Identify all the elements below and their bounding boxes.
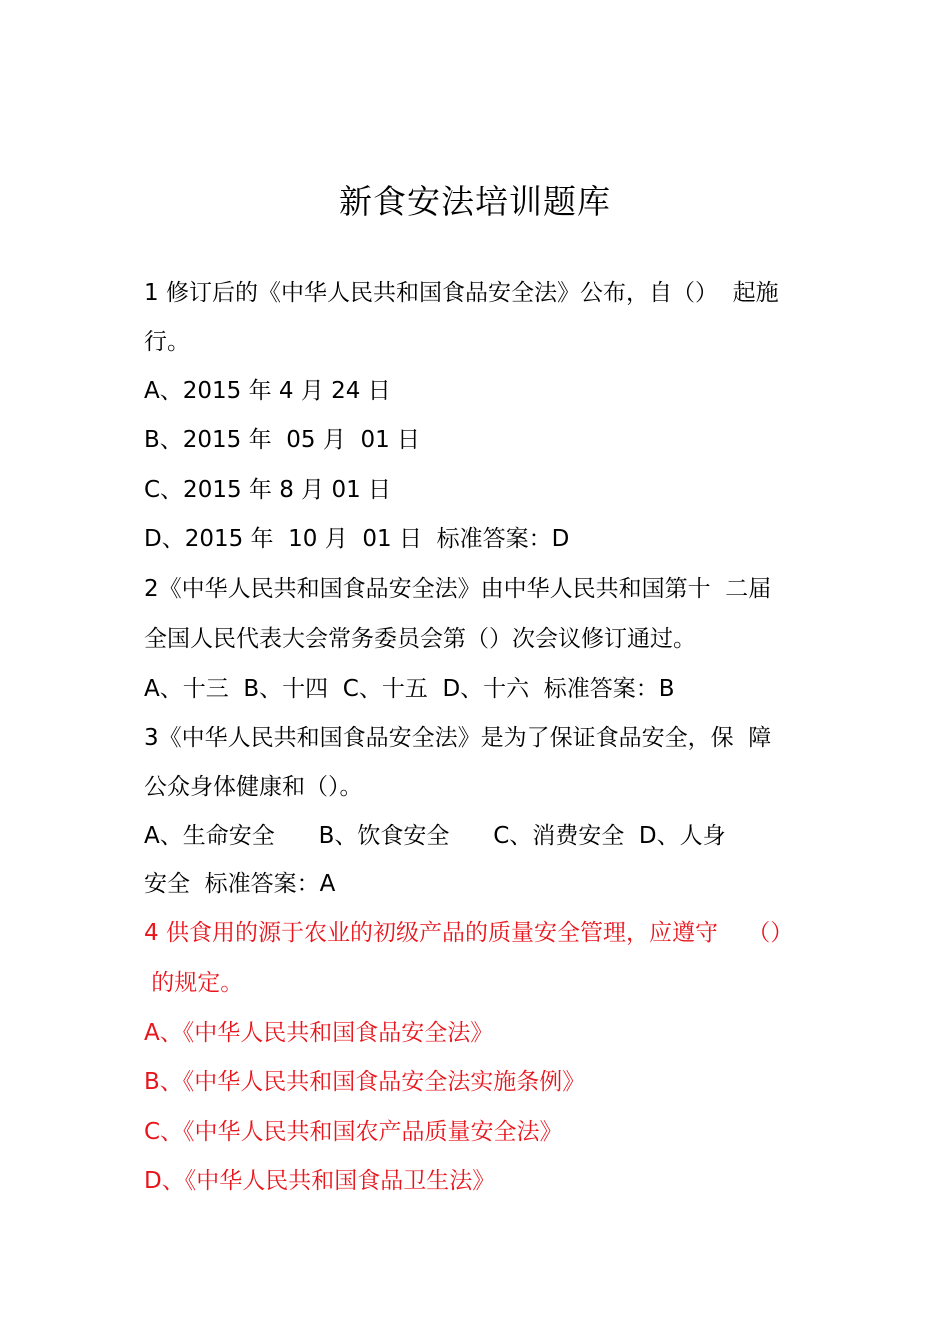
q1-option-b: B、2015 年 05 月 01 日 [144,427,421,453]
q4-option-d: D、《中华人民共和国食品卫生法》 [144,1168,496,1194]
q3-question-line-2: 公众身体健康和（）。 [144,774,363,800]
q4-option-b: B、《中华人民共和国食品安全法实施条例》 [144,1069,586,1095]
q2-question-line-2: 全国人民代表大会常务委员会第（）次会议修订通过。 [144,626,696,652]
q1-option-c: C、2015 年 8 月 01 日 [144,477,392,503]
q4-option-c: C、《中华人民共和国农产品质量安全法》 [144,1119,563,1145]
q2-options-answer: A、十三 B、十四 C、十五 D、十六 标准答案：B [144,676,675,702]
q1-option-d-answer: D、2015 年 10 月 01 日 标准答案：D [144,526,570,552]
q4-question-line-2: 的规定。 [144,970,244,996]
q3-question-line-1: 3《中华人民共和国食品安全法》是为了保证食品安全，保 障 [144,725,772,751]
q4-option-a: A、《中华人民共和国食品安全法》 [144,1020,494,1046]
q1-question-line-1: 1 修订后的《中华人民共和国食品安全法》公布，自（） 起施 [144,280,779,306]
q2-question-line-1: 2《中华人民共和国食品安全法》由中华人民共和国第十 二届 [144,576,772,602]
q3-answer: 安全 标准答案：A [144,871,336,897]
document-title: 新食安法培训题库 [339,182,611,221]
q1-question-line-2: 行。 [144,329,190,355]
q3-options: A、生命安全 B、饮食安全 C、消费安全 D、人身 [144,823,726,849]
q4-question-line-1: 4 供食用的源于农业的初级产品的质量安全管理，应遵守 （） [144,920,794,946]
q1-option-a: A、2015 年 4 月 24 日 [144,378,391,404]
